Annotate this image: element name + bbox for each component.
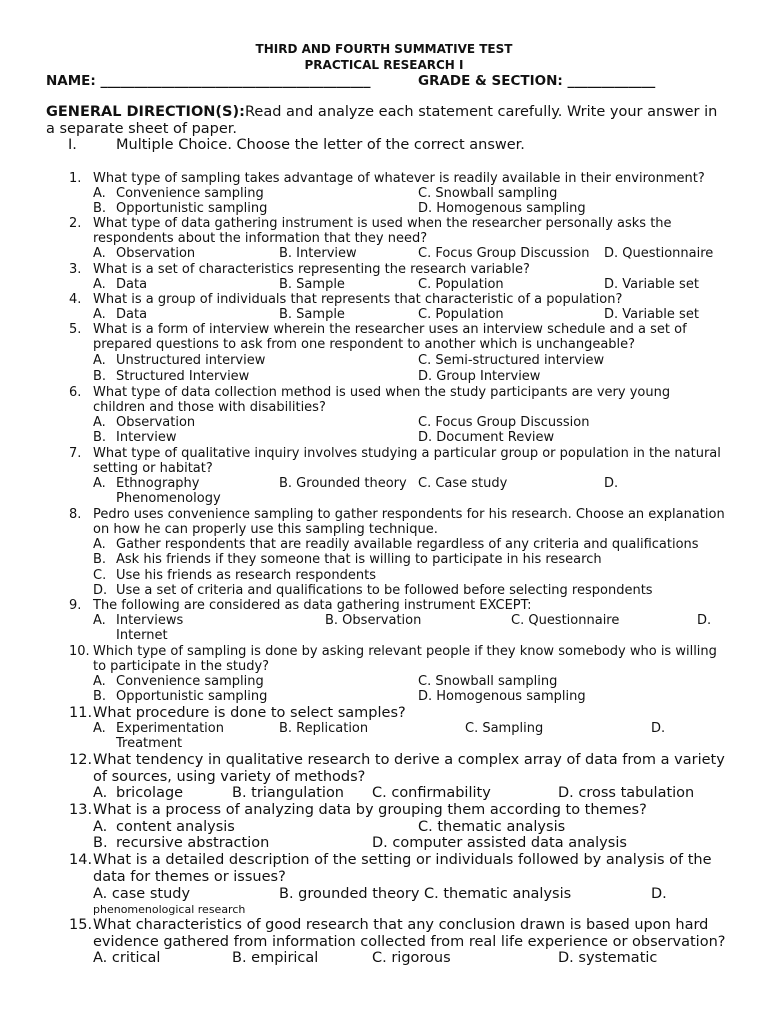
option: B. Observation (325, 613, 422, 628)
question-text: respondents about the information that they need? (93, 231, 428, 246)
question-number: 13. (69, 802, 93, 818)
option-letter: B. (93, 369, 107, 384)
option-letter: A. (93, 674, 106, 689)
option: phenomenological research (93, 903, 246, 916)
option: C. rigorous (372, 950, 451, 966)
option: B. Sample (279, 277, 345, 292)
option-letter: A. (93, 785, 108, 801)
option: Internet (116, 628, 168, 643)
test-title: THIRD AND FOURTH SUMMATIVE TEST (255, 42, 513, 56)
option: Structured Interview (116, 369, 250, 384)
question-text: What type of qualitative inquiry involves studying a particular group or population in the natural (93, 446, 721, 461)
name-field-label: NAME: ________________________________________ (46, 73, 371, 89)
option: B. empirical (232, 950, 319, 966)
option: C. Population (418, 307, 504, 322)
option: B. Replication (279, 721, 369, 736)
option: D. Variable set (604, 307, 699, 322)
option: A. critical (93, 950, 161, 966)
option: recursive abstraction (116, 835, 270, 851)
option-letter: B. (93, 201, 107, 216)
option-letter: A. (93, 307, 106, 322)
question-text: What is a process of analyzing data by grouping them according to themes? (93, 802, 647, 818)
option-letter: D. (604, 476, 619, 491)
question-text: children and those with disabilities? (93, 400, 326, 415)
option-letter: A. (93, 819, 108, 835)
question-number: 3. (69, 262, 82, 277)
option-letter: D. (697, 613, 712, 628)
option: C. Case study (418, 476, 508, 491)
option: C. Snowball sampling (418, 186, 558, 201)
option-letter: A. (93, 537, 106, 552)
question-text: Which type of sampling is done by asking relevant people if they know somebody who is willing (93, 644, 717, 659)
option: Convenience sampling (116, 186, 264, 201)
option: D. Questionnaire (604, 246, 714, 261)
option-letter: D. (651, 721, 666, 736)
option-letter: B. (93, 430, 107, 445)
option: Phenomenology (116, 491, 221, 506)
option-letter: A. (93, 476, 106, 491)
option: Opportunistic sampling (116, 201, 268, 216)
question-text: What tendency in qualitative research to derive a complex array of data from a variety (93, 752, 725, 768)
option-letter: B. (93, 689, 107, 704)
question-number: 6. (69, 385, 82, 400)
question-text: of sources, using variety of methods? (93, 769, 366, 785)
option: C. Population (418, 277, 504, 292)
option-letter: D. (93, 583, 108, 598)
option: C. Snowball sampling (418, 674, 558, 689)
option: D. Homogenous sampling (418, 689, 586, 704)
question-text: The following are considered as data gathering instrument EXCEPT: (93, 598, 532, 613)
option: B. Interview (279, 246, 357, 261)
option: D. Group Interview (418, 369, 541, 384)
option: Experimentation (116, 721, 224, 736)
option: B. Sample (279, 307, 345, 322)
option: Use his friends as research respondents (116, 568, 376, 583)
question-text: on how he can properly use this sampling technique. (93, 522, 438, 537)
question-number: 11. (69, 705, 93, 721)
option: Observation (116, 415, 196, 430)
question-text: evidence gathered from information collected from real life experience or observation? (93, 934, 726, 950)
option: B. Grounded theory (279, 476, 407, 491)
question-number: 12. (69, 752, 93, 768)
question-number: 1. (69, 171, 82, 186)
question-text: What type of sampling takes advantage of whatever is readily available in their environment? (93, 171, 705, 186)
option: C. Sampling (465, 721, 544, 736)
option-letter: C. (93, 568, 107, 583)
option-letter: A. (93, 353, 106, 368)
option-letter: A. (93, 721, 106, 736)
option: A. case study (93, 886, 191, 902)
option: Convenience sampling (116, 674, 264, 689)
option-letter: B. (93, 552, 107, 567)
subject-title: PRACTICAL RESEARCH I (304, 58, 464, 72)
option: C. Focus Group Discussion (418, 246, 590, 261)
question-text: Pedro uses convenience sampling to gather respondents for his research. Choose an explanation (93, 507, 725, 522)
option: Use a set of criteria and qualifications to be followed before selecting respondents (116, 583, 653, 598)
option-letter: A. (93, 415, 106, 430)
option: D. systematic (558, 950, 658, 966)
directions-text-line-1: Read and analyze each statement carefully. Write your answer in (245, 104, 718, 120)
question-text: What characteristics of good research that any conclusion drawn is based upon hard (93, 917, 709, 933)
option: Unstructured interview (116, 353, 266, 368)
grade-section-field-label: GRADE & SECTION: _____________ (418, 73, 656, 89)
question-text: What is a form of interview wherein the researcher uses an interview schedule and a set of (93, 322, 687, 337)
option: Interviews (116, 613, 184, 628)
question-text: What is a detailed description of the setting or individuals followed by analysis of the (93, 852, 712, 868)
question-number: 10. (69, 644, 90, 659)
question-number: 5. (69, 322, 82, 337)
option: content analysis (116, 819, 235, 835)
question-number: 4. (69, 292, 82, 307)
question-number: 9. (69, 598, 82, 613)
question-number: 7. (69, 446, 82, 461)
option-letter: A. (93, 186, 106, 201)
question-text: to participate in the study? (93, 659, 270, 674)
option: Observation (116, 246, 196, 261)
question-text: What type of data gathering instrument is used when the researcher personally asks the (93, 216, 672, 231)
option: B. grounded theory C. thematic analysis (279, 886, 572, 902)
option: Ask his friends if they someone that is willing to participate in his research (116, 552, 602, 567)
option: C. Semi-structured interview (418, 353, 605, 368)
option: B. triangulation (232, 785, 344, 801)
option: D. computer assisted data analysis (372, 835, 627, 851)
option: C. Focus Group Discussion (418, 415, 590, 430)
option-letter: A. (93, 613, 106, 628)
question-text: What is a group of individuals that represents that characteristic of a population? (93, 292, 623, 307)
question-text: What type of data collection method is used when the study participants are very young (93, 385, 671, 400)
question-text: data for themes or issues? (93, 869, 286, 885)
option-letter: B. (93, 835, 108, 851)
option: C. Questionnaire (511, 613, 620, 628)
question-number: 2. (69, 216, 82, 231)
question-number: 14. (69, 852, 93, 868)
option: Opportunistic sampling (116, 689, 268, 704)
option: Data (116, 307, 148, 322)
option-letter: A. (93, 246, 106, 261)
option: Gather respondents that are readily available regardless of any criteria and qualifications (116, 537, 699, 552)
option: C. confirmability (372, 785, 491, 801)
part-number: I. (68, 137, 77, 153)
option: D. Document Review (418, 430, 555, 445)
question-text: setting or habitat? (93, 461, 213, 476)
option: Treatment (116, 736, 183, 751)
question-number: 15. (69, 917, 93, 933)
option: bricolage (116, 785, 184, 801)
option: D. Variable set (604, 277, 699, 292)
option: C. thematic analysis (418, 819, 566, 835)
option: Ethnography (116, 476, 200, 491)
option-letter: D. (651, 886, 667, 902)
option: D. cross tabulation (558, 785, 695, 801)
question-number: 8. (69, 507, 82, 522)
question-text: What is a set of characteristics representing the research variable? (93, 262, 530, 277)
directions-label: GENERAL DIRECTION(S): (46, 104, 245, 120)
option: Interview (116, 430, 177, 445)
option-letter: A. (93, 277, 106, 292)
question-text: What procedure is done to select samples? (93, 705, 406, 721)
part-instructions: Multiple Choice. Choose the letter of the correct answer. (116, 137, 525, 153)
option: D. Homogenous sampling (418, 201, 586, 216)
option: Data (116, 277, 148, 292)
directions-text-line-2: a separate sheet of paper. (46, 121, 238, 137)
question-text: prepared questions to ask from one respondent to another which is unchangeable? (93, 337, 636, 352)
